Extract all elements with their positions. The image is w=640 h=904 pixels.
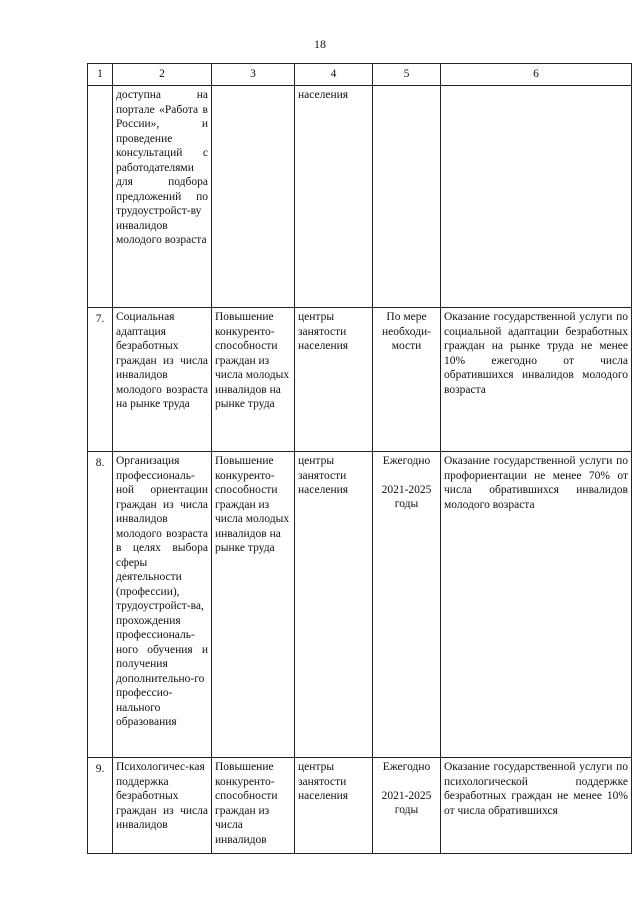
term-cell — [373, 86, 441, 308]
term-years: 2021-2025 годы — [381, 789, 432, 816]
header-row — [88, 64, 632, 86]
executor-cell: населения — [295, 86, 373, 308]
header-cell: 1 — [88, 64, 113, 86]
row-number: 9. — [88, 758, 113, 854]
result-cell: Оказание государственной услуги по психологической поддержке безработных граждан не менее 10% от числа обратившихся — [441, 758, 632, 854]
result-cell: Оказание государственной услуги по социальной адаптации безработных граждан на рынке труда не менее 10% ежегодно от числа обратившихся инвалидов молодого возраста — [441, 308, 632, 452]
executor-cell: центры занятости населения — [295, 758, 373, 854]
executor-cell: центры занятости населения — [295, 452, 373, 758]
goal-cell: Повышение конкуренто-способности граждан из числа молодых инвалидов на рынке труда — [212, 452, 295, 758]
goal-cell — [212, 86, 295, 308]
row-number — [88, 86, 113, 308]
measures-table — [87, 63, 632, 854]
row-number: 8. — [88, 452, 113, 758]
header-cell: 3 — [212, 64, 295, 86]
table-row — [88, 758, 632, 854]
header-cell: 5 — [373, 64, 441, 86]
term-cell — [373, 452, 441, 758]
term-text: Ежегодно — [382, 455, 431, 467]
term-years: 2021-2025 годы — [381, 483, 432, 510]
page-number: 18 — [314, 37, 326, 51]
header-cell: 4 — [295, 64, 373, 86]
goal-cell: Повышение конкуренто-способности граждан из числа инвалидов — [212, 758, 295, 854]
activity-cell: Организация профессиональ-ной ориентации граждан из числа инвалидов молодого возраста в целях выбора сферы деятельности (профессии), трудоустройст-ва, прохождения профессиональ-ного обучения и получения дополнительно-го профессио-нального образования — [113, 452, 212, 758]
header-cell: 2 — [113, 64, 212, 86]
table-row — [88, 452, 632, 758]
header-cell: 6 — [441, 64, 632, 86]
executor-cell: центры занятости населения — [295, 308, 373, 452]
term-text: Ежегодно — [382, 761, 431, 773]
result-cell: Оказание государственной услуги по профориентации не менее 70% от числа обратившихся инвалидов молодого возраста — [441, 452, 632, 758]
table-row — [88, 308, 632, 452]
table-row — [88, 86, 632, 308]
activity-cell: Психологичес-кая поддержка безработных граждан из числа инвалидов — [113, 758, 212, 854]
goal-cell: Повышение конкуренто-способности граждан из числа молодых инвалидов на рынке труда — [212, 308, 295, 452]
term-cell — [373, 758, 441, 854]
row-number: 7. — [88, 308, 113, 452]
result-cell — [441, 86, 632, 308]
activity-cell: доступна на портале «Работа в России», и проведение консультаций с работодателями для подбора предложений по трудоустройст-ву инвалидов молодого возраста — [113, 86, 212, 308]
term-cell — [373, 308, 441, 452]
term-text: По мере необходи-мости — [382, 311, 431, 352]
activity-cell: Социальная адаптация безработных граждан из числа инвалидов молодого возраста на рынке труда — [113, 308, 212, 452]
